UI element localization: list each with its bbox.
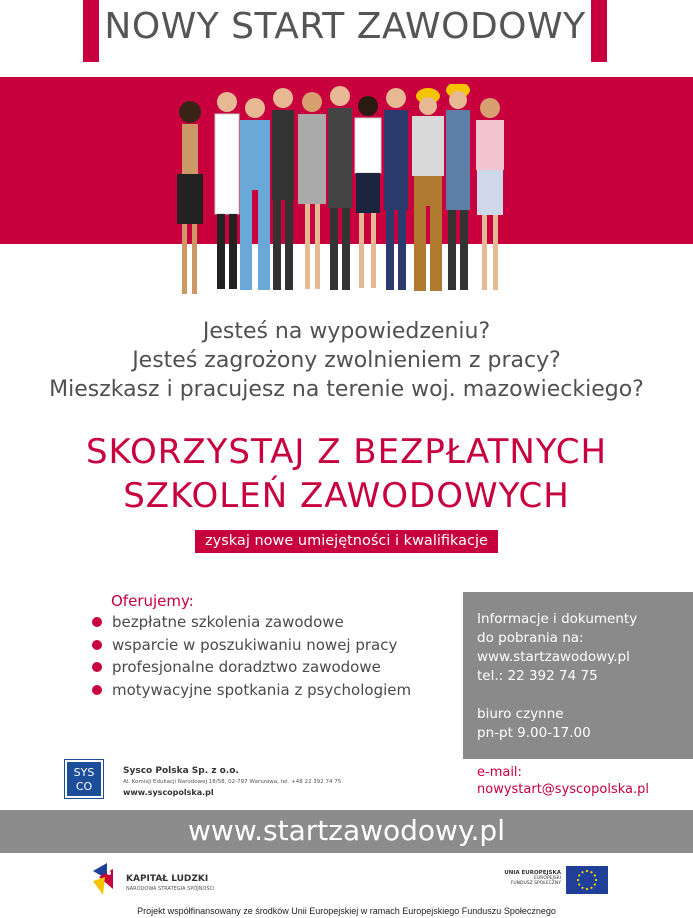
person-5 [298,92,326,289]
person-10 [446,84,470,290]
list-item: motywacyjne spotkania z psychologiem [92,679,411,702]
person-6 [328,86,352,290]
kapital-ludzki-name: KAPITAŁ LUDZKI [126,874,209,884]
headline-line-1: SKORZYSTAJ Z BEZPŁATNYCH [85,432,608,472]
info-line-1: Informacje i dokumenty [477,611,638,627]
page-title: NOWY START ZAWODOWY [104,6,586,47]
email-label: e-mail: [477,765,522,780]
sysco-address: Al. Komisji Edukacji Narodowej 18/58, 02-797 Warszawa, tel. +48 22 392 74 75 [123,779,342,785]
person-11 [476,98,504,290]
question-2: Jesteś zagrożony zwolnieniem z pracy? [132,348,561,373]
sysco-logo: SYS CO [65,760,103,798]
person-1 [177,101,203,294]
email-link[interactable]: nowystart@syscopolska.pl [477,782,649,797]
bullet-icon [92,640,102,650]
sysco-company-name: Sysco Polska Sp. z o.o. [123,766,239,776]
headline-line-2: SZKOLEŃ ZAWODOWYCH [123,476,570,516]
bullet-icon [92,685,102,695]
list-item: bezpłatne szkolenia zawodowe [92,611,411,634]
website-banner [0,810,693,853]
footer-note: Projekt współfinansowany ze środków Unii Europejskiej w ramach Europejskiego Funduszu Społecznego [137,906,556,916]
info-website[interactable]: www.startzawodowy.pl [477,649,630,665]
question-1: Jesteś na wypowiedzeniu? [202,319,491,344]
person-4 [272,88,294,290]
person-7 [355,96,381,288]
ue-text: UNIA EUROPEJSKA EUROPEJSKI FUNDUSZ SPOŁECZNY [504,870,561,886]
info-phone: tel.: 22 392 74 75 [477,668,598,684]
title-banner [83,0,607,62]
eu-flag-icon [566,866,608,894]
person-2 [215,92,239,289]
tagline-pill: zyskaj nowe umiejętności i kwalifikacje [195,530,498,553]
list-item: wsparcie w poszukiwaniu nowej pracy [92,634,411,657]
list-item: profesjonalne doradztwo zawodowe [92,656,411,679]
website-banner-link[interactable]: www.startzawodowy.pl [188,814,505,847]
workers-group-illustration [160,84,520,306]
bullet-icon [92,662,102,672]
kapital-ludzki-sub: NARODOWA STRATEGIA SPÓJNOŚCI [126,886,215,892]
headline [0,430,693,518]
questions-block [0,317,693,404]
offer-list [92,611,411,701]
question-3: Mieszkasz i pracujesz na terenie woj. mazowieckiego? [49,377,644,402]
person-8 [384,88,408,290]
person-3 [240,98,270,290]
info-line-2: do pobrania na: [477,630,584,646]
info-hours-label: biuro czynne [477,706,564,722]
bullet-icon [92,617,102,627]
info-box [463,592,693,759]
person-9 [412,88,444,291]
tagline-wrap [0,530,693,553]
info-hours: pn-pt 9.00-17.00 [477,725,591,741]
kapital-ludzki-logo-icon [93,863,119,895]
sysco-website-link[interactable]: www.syscopolska.pl [123,788,214,797]
offer-title: Oferujemy: [111,592,194,610]
